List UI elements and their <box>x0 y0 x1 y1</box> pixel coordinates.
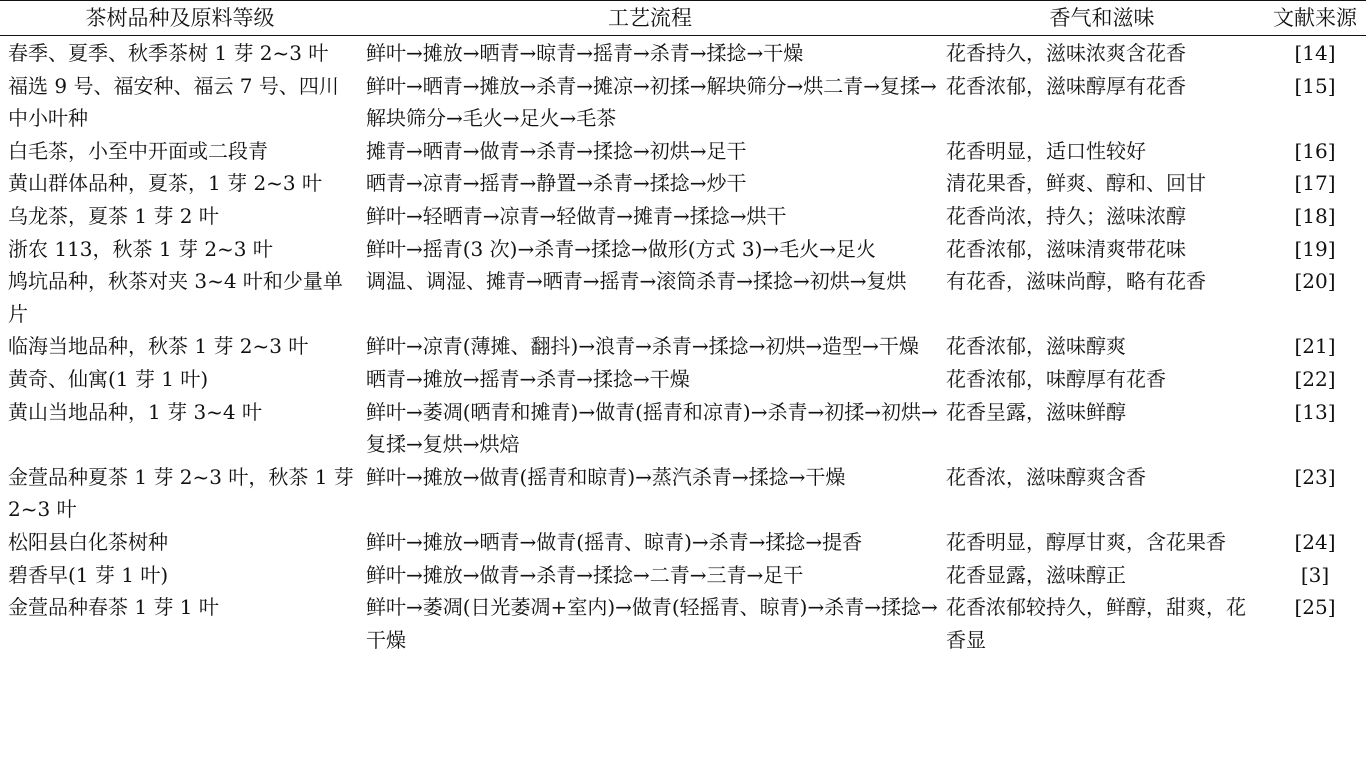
reference-cell: [25] <box>1294 595 1336 620</box>
header-process: 工艺流程 <box>360 1 940 36</box>
process-cell: 调温、调湿、摊青→晒青→摇青→滚筒杀青→揉捻→初烘→复烘 <box>366 269 907 294</box>
process-cell: 晒青→摊放→摇青→杀青→揉捻→干燥 <box>366 366 690 391</box>
variety-cell: 金萱品种夏茶 1 芽 2~3 叶，秋茶 1 芽 2~3 叶 <box>8 464 354 522</box>
reference-cell: [24] <box>1294 529 1336 554</box>
reference-cell: [13] <box>1294 399 1336 424</box>
reference-cell: [19] <box>1294 236 1336 261</box>
table-body <box>0 36 1366 657</box>
process-cell: 鲜叶→摊放→晒青→晾青→摇青→杀青→揉捻→干燥 <box>366 41 804 65</box>
table-row <box>0 396 1366 461</box>
header-row <box>0 1 1366 36</box>
aroma-cell: 花香尚浓，持久；滋味浓醇 <box>946 203 1186 228</box>
table-row <box>0 70 1366 135</box>
variety-cell: 临海当地品种，秋茶 1 芽 2~3 叶 <box>8 334 309 359</box>
variety-cell: 松阳县白化茶树种 <box>8 529 168 554</box>
variety-cell: 鸠坑品种，秋茶对夹 3~4 叶和少量单片 <box>8 269 343 326</box>
process-cell: 鲜叶→摊放→做青→杀青→揉捻→二青→三青→足干 <box>366 562 804 587</box>
variety-cell: 黄奇、仙寓(1 芽 1 叶) <box>8 366 209 391</box>
reference-cell: [20] <box>1294 269 1336 294</box>
variety-cell: 碧香早(1 芽 1 叶) <box>8 562 169 587</box>
process-cell: 鲜叶→摊放→做青(摇青和晾青)→蒸汽杀青→揉捻→干燥 <box>366 464 846 489</box>
aroma-cell: 花香持久，滋味浓爽含花香 <box>946 41 1186 65</box>
process-cell: 鲜叶→萎凋(晒青和摊青)→做青(摇青和凉青)→杀青→初揉→初烘→复揉→复烘→烘焙 <box>366 399 938 457</box>
reference-cell: [17] <box>1294 171 1336 196</box>
aroma-cell: 清花果香，鲜爽、醇和、回甘 <box>946 171 1206 196</box>
aroma-cell: 花香浓，滋味醇爽含香 <box>946 464 1146 489</box>
reference-cell: [16] <box>1294 138 1336 163</box>
variety-cell: 春季、夏季、秋季茶树 1 芽 2~3 叶 <box>8 41 329 65</box>
reference-cell: [22] <box>1294 366 1336 391</box>
reference-cell: [14] <box>1294 41 1336 65</box>
table-row <box>0 330 1366 363</box>
variety-cell: 黄山群体品种，夏茶，1 芽 2~3 叶 <box>8 171 323 196</box>
variety-cell: 福选 9 号、福安种、福云 7 号、四川中小叶种 <box>8 73 339 131</box>
table-row <box>0 233 1366 266</box>
table-row <box>0 265 1366 330</box>
variety-cell: 黄山当地品种，1 芽 3~4 叶 <box>8 399 263 424</box>
process-cell: 鲜叶→晒青→摊放→杀青→摊凉→初揉→解块筛分→烘二青→复揉→解块筛分→毛火→足火→毛茶 <box>366 73 937 131</box>
process-cell: 鲜叶→萎凋(日光萎凋+室内)→做青(轻摇青、晾青)→杀青→揉捻→干燥 <box>366 595 938 652</box>
table-row <box>0 559 1366 592</box>
process-cell: 鲜叶→摊放→晒青→做青(摇青、晾青)→杀青→揉捻→提香 <box>366 529 863 554</box>
aroma-cell: 花香浓郁较持久，鲜醇，甜爽，花香显 <box>946 595 1246 652</box>
process-cell: 鲜叶→摇青(3 次)→杀青→揉捻→做形(方式 3)→毛火→足火 <box>366 236 876 261</box>
reference-cell: [18] <box>1294 203 1336 228</box>
table-header <box>0 1 1366 36</box>
header-variety: 茶树品种及原料等级 <box>0 1 360 36</box>
variety-cell: 乌龙茶，夏茶 1 芽 2 叶 <box>8 203 219 228</box>
process-cell: 鲜叶→凉青(薄摊、翻抖)→浪青→杀青→揉捻→初烘→造型→干燥 <box>366 334 919 359</box>
variety-cell: 金萱品种春茶 1 芽 1 叶 <box>8 595 219 620</box>
aroma-cell: 有花香，滋味尚醇，略有花香 <box>946 269 1206 294</box>
variety-cell: 浙农 113，秋茶 1 芽 2~3 叶 <box>8 236 273 261</box>
table-row <box>0 363 1366 396</box>
aroma-cell: 花香浓郁，滋味醇爽 <box>946 334 1126 359</box>
reference-cell: [3] <box>1300 562 1330 587</box>
table-row <box>0 526 1366 559</box>
aroma-cell: 花香显露，滋味醇正 <box>946 562 1126 587</box>
table-row <box>0 36 1366 70</box>
process-cell: 鲜叶→轻晒青→凉青→轻做青→摊青→揉捻→烘干 <box>366 203 787 228</box>
table-row <box>0 135 1366 168</box>
aroma-cell: 花香呈露，滋味鲜醇 <box>946 399 1126 424</box>
header-reference: 文献来源 <box>1264 1 1366 36</box>
aroma-cell: 花香浓郁，滋味醇厚有花香 <box>946 73 1186 98</box>
table-row <box>0 461 1366 526</box>
aroma-cell: 花香浓郁，味醇厚有花香 <box>946 366 1166 391</box>
process-cell: 晒青→凉青→摇青→静置→杀青→揉捻→炒干 <box>366 171 747 196</box>
aroma-cell: 花香明显，醇厚甘爽，含花果香 <box>946 529 1226 554</box>
reference-cell: [21] <box>1294 334 1336 359</box>
reference-cell: [15] <box>1294 73 1336 98</box>
header-aroma: 香气和滋味 <box>940 1 1264 36</box>
aroma-cell: 花香浓郁，滋味清爽带花味 <box>946 236 1186 261</box>
table-row <box>0 591 1366 656</box>
variety-cell: 白毛茶，小至中开面或二段青 <box>8 138 268 163</box>
reference-cell: [23] <box>1294 464 1336 489</box>
table-row <box>0 167 1366 200</box>
table-row <box>0 200 1366 233</box>
process-cell: 摊青→晒青→做青→杀青→揉捻→初烘→足干 <box>366 138 747 163</box>
aroma-cell: 花香明显，适口性较好 <box>946 138 1146 163</box>
